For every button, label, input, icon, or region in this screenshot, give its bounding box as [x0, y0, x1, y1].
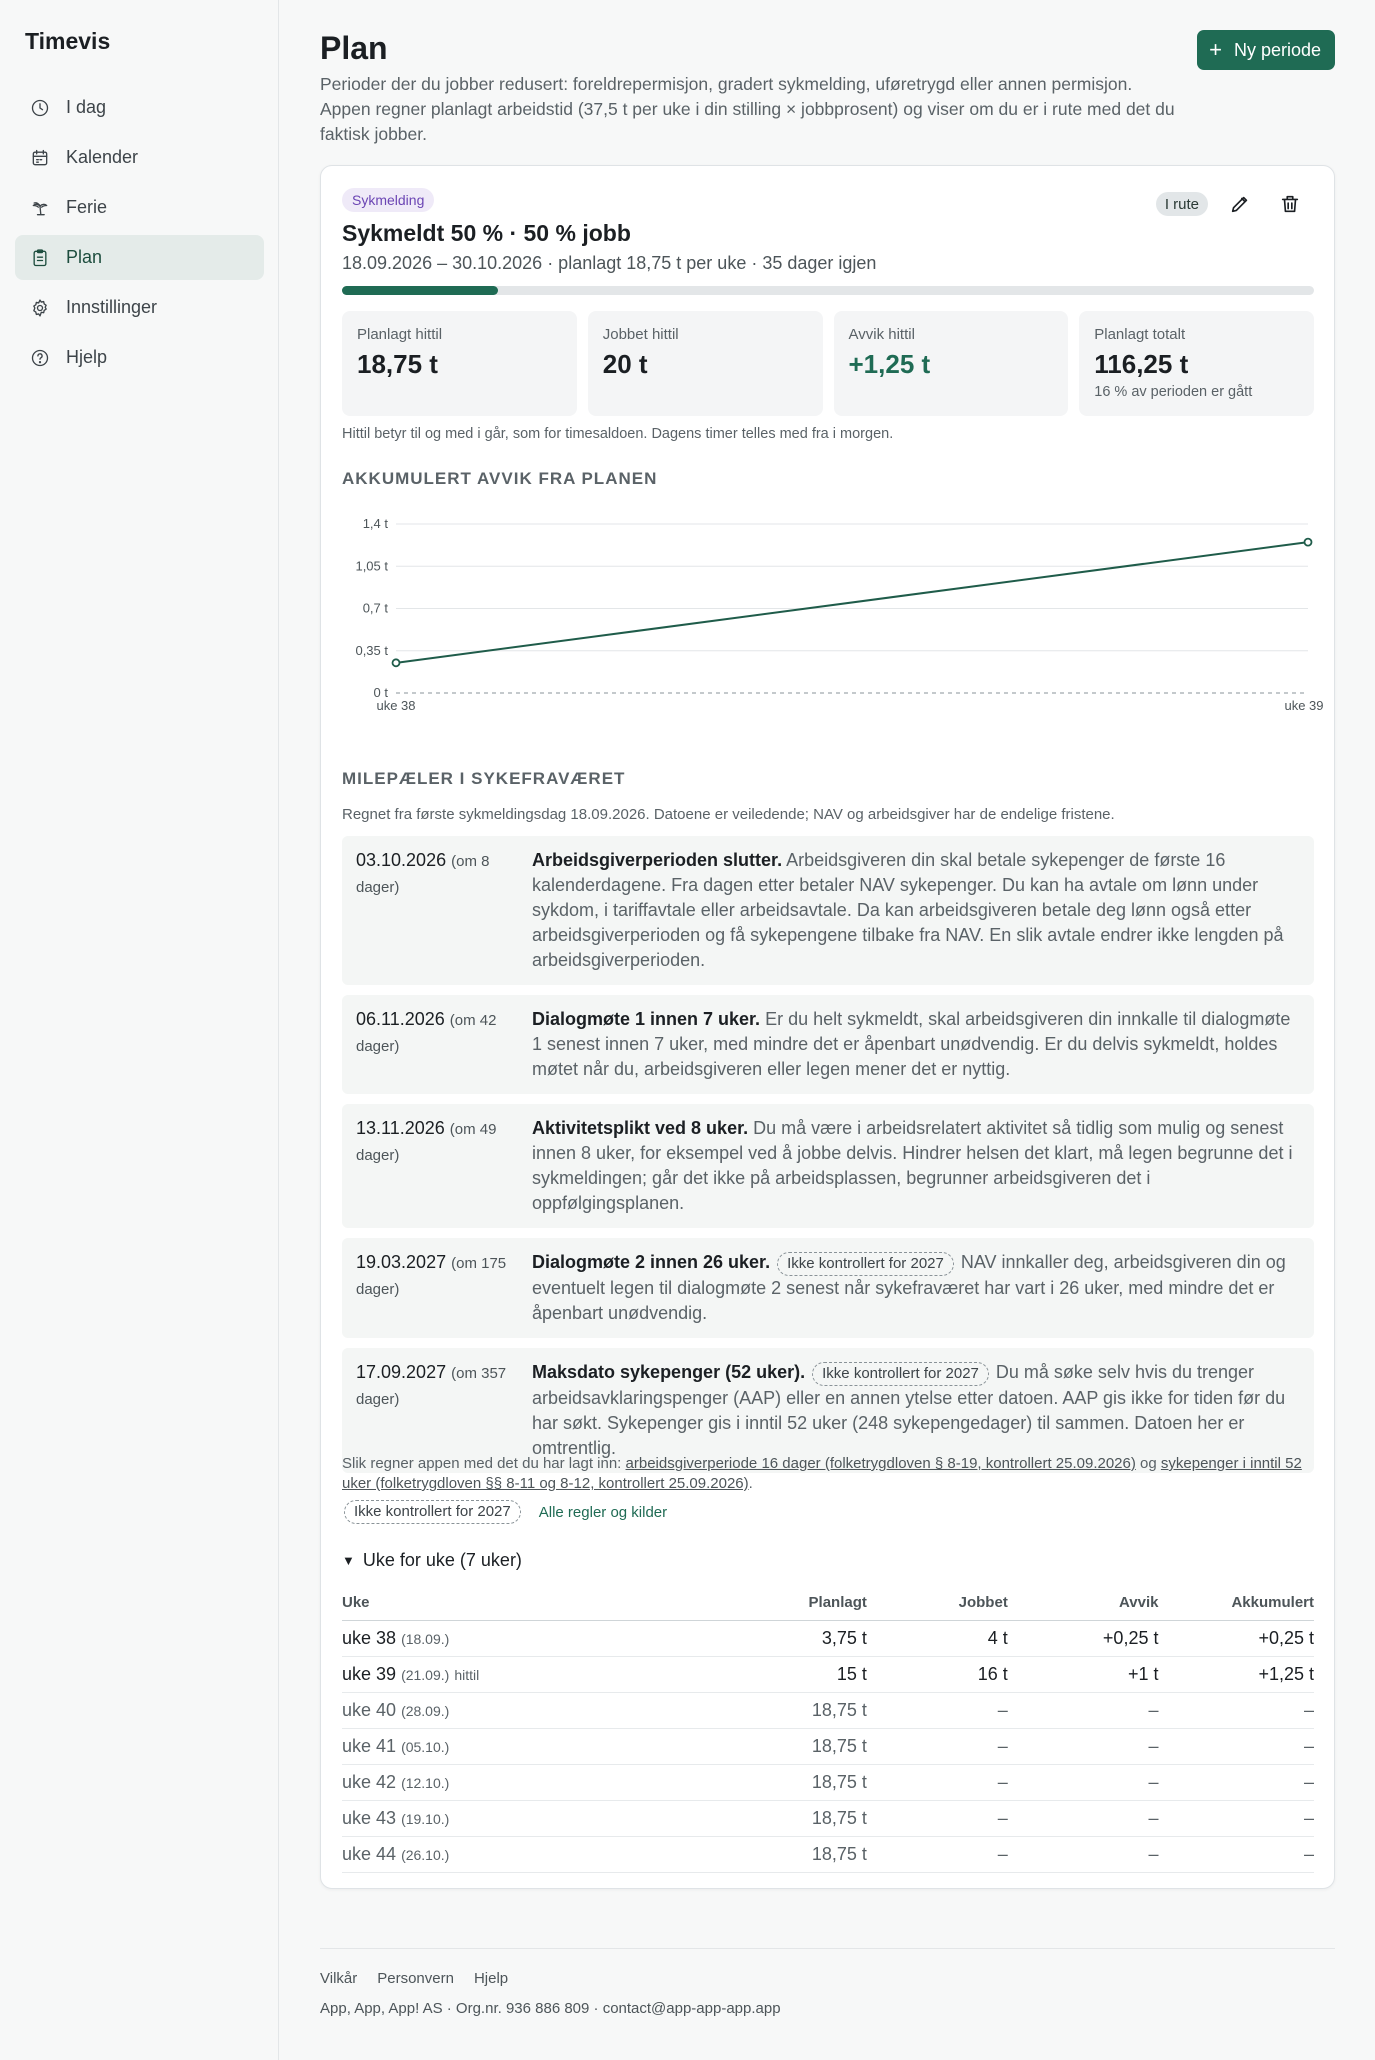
help-circle-icon: [30, 348, 50, 368]
app-logo[interactable]: Timevis: [25, 28, 111, 54]
cell-accumulated: –: [1158, 1764, 1314, 1800]
milestone-title: Aktivitetsplikt ved 8 uker.: [532, 1118, 749, 1138]
weeks-toggle[interactable]: [342, 1550, 522, 1571]
sidebar-item-plan[interactable]: [15, 235, 264, 280]
cell-planned: 18,75 t: [731, 1764, 867, 1800]
stat-value: 18,75 t: [357, 349, 438, 379]
table-row: [342, 1620, 1314, 1656]
period-subtitle: 18.09.2026 – 30.10.2026 · planlagt 18,75 t per uke · 35 dager igjen: [342, 253, 877, 273]
table-row: [342, 1800, 1314, 1836]
data-point: [393, 659, 400, 666]
weeks-summary: Uke for uke (7 uker): [362, 1550, 522, 1570]
deviation-chart: [342, 506, 1324, 746]
table-header-row: [342, 1586, 1314, 1620]
period-type-pill: Sykmelding: [342, 188, 434, 212]
cell-week: [342, 1764, 731, 1800]
edit-button[interactable]: [1226, 190, 1254, 218]
week-date: (28.09.): [401, 1702, 450, 1719]
col-worked: Jobbet: [867, 1586, 1008, 1620]
stats-row: [342, 311, 1314, 416]
stat-value: +1,25 t: [848, 349, 931, 379]
unverified-badge: Ikke kontrollert for 2027: [812, 1362, 989, 1386]
milestone-date: 13.11.2026: [356, 1118, 445, 1138]
y-tick-label: 0 t: [373, 685, 388, 700]
week-date: (26.10.): [401, 1846, 450, 1863]
milestone-text-block: [532, 1360, 1300, 1461]
stat-label: Jobbet hittil: [602, 326, 679, 343]
page-title: Plan: [320, 30, 388, 66]
week-label: uke 44: [342, 1843, 397, 1864]
milestone-date-block: [356, 1360, 532, 1461]
rule-link-employer-period[interactable]: arbeidsgiverperiode 16 dager (folketrygdloven § 8-19, kontrollert 25.09.2026): [625, 1455, 1136, 1472]
deviation-chart-svg: [342, 506, 1324, 746]
stat-value: 20 t: [602, 349, 648, 379]
weeks-table: [342, 1586, 1314, 1873]
cell-week: [342, 1836, 731, 1872]
week-date: (18.09.): [401, 1630, 450, 1647]
status-badge: I rute: [1156, 192, 1208, 216]
milestone-countdown: (om 42 dager): [356, 1012, 497, 1055]
cell-planned: 15 t: [731, 1656, 867, 1692]
cell-deviation: –: [1008, 1728, 1159, 1764]
cell-week: [342, 1692, 731, 1728]
cell-week: [342, 1800, 731, 1836]
milestone-date: 03.10.2026: [356, 850, 447, 870]
chart-heading: AKKUMULERT AVVIK FRA PLANEN: [342, 469, 658, 488]
calendar-icon: [30, 148, 50, 168]
milestone-title: Dialogmøte 2 innen 26 uker.: [532, 1252, 771, 1272]
week-label: uke 40: [342, 1699, 397, 1720]
all-rules-link[interactable]: Alle regler og kilder: [538, 1503, 668, 1521]
period-progress-bar: [342, 286, 1314, 295]
milestones-intro: Regnet fra første sykmeldingsdag 18.09.2026. Datoene er veiledende; NAV og arbeidsgiver har de endelige fristene.: [342, 806, 1115, 823]
x-tick-label: uke 38: [376, 698, 416, 713]
sidebar-item-hjelp[interactable]: [15, 335, 264, 380]
cell-planned: 3,75 t: [731, 1620, 867, 1656]
milestone-countdown: (om 49 dager): [356, 1121, 497, 1164]
table-row: [342, 1656, 1314, 1692]
rule-link-sick-pay[interactable]: sykepenger i inntil 52 uker (folketrygdloven §§ 8-11 og 8-12, kontrollert 25.09.2026): [342, 1455, 1302, 1492]
sidebar-item-label: Innstillinger: [66, 297, 158, 317]
stat-worked-so-far: [588, 311, 823, 416]
series-line: [396, 542, 1308, 663]
milestone-text-block: [532, 1250, 1300, 1326]
y-tick-label: 1,4 t: [362, 516, 388, 531]
stat-note: 16 % av perioden er gått: [1094, 384, 1253, 400]
clock-icon: [30, 98, 50, 118]
cell-planned: 18,75 t: [731, 1692, 867, 1728]
sidebar-item-label: Kalender: [66, 147, 139, 167]
milestone-title: Arbeidsgiverperioden slutter.: [532, 850, 783, 870]
table-row: [342, 1764, 1314, 1800]
week-label: uke 42: [342, 1771, 397, 1792]
cell-deviation: +0,25 t: [1008, 1620, 1159, 1656]
triangle-down-icon: ▼: [342, 1553, 355, 1568]
sidebar-item-kalender[interactable]: [15, 135, 264, 180]
milestone-item: [342, 1238, 1314, 1338]
col-week: Uke: [342, 1586, 731, 1620]
sidebar-item-label: Plan: [66, 247, 103, 267]
palm-tree-icon: [30, 198, 50, 218]
milestone-text-block: [532, 1007, 1300, 1082]
y-tick-label: 0,35 t: [355, 642, 388, 658]
cell-worked: –: [867, 1692, 1008, 1728]
table-row: [342, 1692, 1314, 1728]
table-row: [342, 1836, 1314, 1872]
period-title: Sykmeldt 50 % · 50 % jobb: [342, 220, 631, 246]
sidebar-item-label: I dag: [66, 97, 107, 117]
sidebar-nav: [15, 85, 264, 385]
milestone-date-block: [356, 1116, 532, 1216]
cell-planned: 18,75 t: [731, 1836, 867, 1872]
delete-button[interactable]: [1276, 190, 1304, 218]
week-label: uke 38: [342, 1627, 397, 1648]
week-date: (05.10.): [401, 1738, 450, 1755]
plus-icon: +: [1209, 37, 1222, 62]
cell-worked: 4 t: [867, 1620, 1008, 1656]
cell-worked: –: [867, 1728, 1008, 1764]
new-period-label: Ny periode: [1233, 39, 1321, 60]
new-period-button[interactable]: [1197, 30, 1335, 70]
cell-planned: 18,75 t: [731, 1800, 867, 1836]
stat-deviation-so-far: [834, 311, 1069, 416]
cell-accumulated: +0,25 t: [1158, 1620, 1314, 1656]
milestone-text-block: [532, 848, 1300, 973]
week-label: uke 39: [342, 1663, 397, 1684]
week-date: (21.09.): [401, 1666, 450, 1683]
sidebar-item-i-dag[interactable]: [15, 85, 264, 130]
unverified-badge: Ikke kontrollert for 2027: [344, 1500, 521, 1524]
milestone-countdown: (om 175 dager): [356, 1255, 507, 1298]
cell-deviation: –: [1008, 1836, 1159, 1872]
milestone-countdown: (om 8 dager): [356, 853, 490, 896]
data-point: [1305, 539, 1312, 546]
week-note: hittil: [454, 1666, 480, 1683]
footer-link-privacy[interactable]: Personvern: [377, 1970, 454, 1987]
cell-accumulated: –: [1158, 1836, 1314, 1872]
cell-worked: –: [867, 1800, 1008, 1836]
rules-and: og: [1140, 1455, 1157, 1472]
milestone-date: 19.03.2027: [356, 1252, 447, 1272]
table-row: [342, 1728, 1314, 1764]
footer-divider: [320, 1948, 1335, 1949]
stat-planned-total: [1079, 311, 1314, 416]
milestone-date: 17.09.2027: [356, 1362, 447, 1382]
cell-accumulated: –: [1158, 1728, 1314, 1764]
sidebar-item-label: Ferie: [66, 197, 108, 217]
cell-deviation: –: [1008, 1692, 1159, 1728]
col-accumulated: Akkumulert: [1158, 1586, 1314, 1620]
milestone-description: Du må være i arbeidsrelatert aktivitet så tidlig som mulig og senest innen 8 uker, for eksempel ved å jobbe delvis. Hindrer helsen det klart, må legen begrunne det i sykmeldingen; går det ikke på arbeidsplassen, begrunner arbeidsgiveren det i oppfølgingsplanen.: [532, 1118, 1293, 1213]
cell-worked: –: [867, 1764, 1008, 1800]
period-card: [320, 165, 1335, 1889]
rules-actions: [342, 1500, 667, 1524]
footer-links: [320, 1970, 508, 1987]
sidebar-item-innstillinger[interactable]: [15, 285, 264, 330]
stat-planned-so-far: [342, 311, 577, 416]
footer-link-terms[interactable]: Vilkår: [320, 1970, 358, 1987]
milestone-item: [342, 836, 1314, 985]
page-intro: Perioder der du jobber redusert: foreldrepermisjon, gradert sykmelding, uføretrygd eller annen permisjon. Appen regner planlagt arbeidstid (37,5 t per uke i din stilling × jobbprosent) og viser om du er i rute med det du faktisk jobber.: [320, 74, 1175, 144]
milestone-text-block: [532, 1116, 1300, 1216]
stat-label: Planlagt hittil: [357, 326, 443, 343]
y-tick-label: 1,05 t: [355, 558, 388, 574]
milestone-description: Er du helt sykmeldt, skal arbeidsgiveren din innkalle til dialogmøte 1 senest innen 7 uker, med mindre det er åpenbart unødvendig. Er du delvis sykmeldt, holdes møtet når du, arbeidsgiveren eller legen mener det er nyttig.: [532, 1009, 1291, 1079]
stat-label: Avvik hittil: [848, 326, 915, 343]
cell-worked: 16 t: [867, 1656, 1008, 1692]
footer-company: App, App, App! AS · Org.nr. 936 886 809 · contact@app-app-app.app: [320, 2000, 781, 2017]
milestone-date: 06.11.2026: [356, 1009, 445, 1029]
milestone-list: [342, 836, 1314, 1483]
week-label: uke 41: [342, 1735, 397, 1756]
clipboard-icon: [30, 248, 50, 268]
col-planned: Planlagt: [731, 1586, 867, 1620]
milestone-countdown: (om 357 dager): [356, 1365, 507, 1408]
col-deviation: Avvik: [1008, 1586, 1159, 1620]
x-tick-label: uke 39: [1284, 698, 1324, 713]
milestone-date-block: [356, 1250, 532, 1326]
milestone-description: NAV innkaller deg, arbeidsgiveren din og eventuelt legen til dialogmøte 2 senest når sykefraværet har vart i 26 uker, med mindre det er åpenbart unødvendig.: [532, 1252, 1286, 1323]
y-tick-label: 0,7 t: [362, 600, 388, 616]
trash-icon: [1279, 193, 1301, 215]
cell-accumulated: –: [1158, 1800, 1314, 1836]
sidebar-item-label: Hjelp: [66, 347, 108, 367]
hint-text: Hittil betyr til og med i går, som for timesaldoen. Dagens timer telles med fra i morgen.: [342, 426, 894, 442]
cell-week: [342, 1656, 731, 1692]
rules-note: [342, 1454, 1314, 1494]
rules-suffix: .: [748, 1475, 753, 1492]
milestone-date-block: [356, 1007, 532, 1082]
cell-deviation: –: [1008, 1800, 1159, 1836]
milestone-title: Maksdato sykepenger (52 uker).: [532, 1362, 806, 1382]
stat-label: Planlagt totalt: [1094, 326, 1186, 343]
milestone-date-block: [356, 848, 532, 973]
cell-deviation: +1 t: [1008, 1656, 1159, 1692]
cell-week: [342, 1620, 731, 1656]
sidebar: [0, 0, 279, 2060]
milestones-heading: MILEPÆLER I SYKEFRAVÆRET: [342, 769, 626, 788]
milestone-title: Dialogmøte 1 innen 7 uker.: [532, 1009, 761, 1029]
cell-planned: 18,75 t: [731, 1728, 867, 1764]
unverified-badge: Ikke kontrollert for 2027: [777, 1252, 954, 1276]
cell-week: [342, 1728, 731, 1764]
milestone-description: Du må søke selv hvis du trenger arbeidsavklaringspenger (AAP) eller en annen ytelse etter datoen. AAP gis ikke for tiden før du har søkt. Sykepenger gis i inntil 52 uker (248 sykepengedager) til sammen. Datoen her er omtrentlig.: [532, 1362, 1286, 1458]
gear-icon: [30, 298, 50, 318]
milestone-item: [342, 1104, 1314, 1228]
period-progress-fill: [342, 286, 498, 295]
pencil-icon: [1229, 193, 1251, 215]
stat-value: 116,25 t: [1094, 349, 1189, 379]
cell-deviation: –: [1008, 1764, 1159, 1800]
week-date: (19.10.): [401, 1810, 450, 1827]
footer-link-help[interactable]: Hjelp: [473, 1970, 509, 1987]
cell-worked: –: [867, 1836, 1008, 1872]
week-label: uke 43: [342, 1807, 397, 1828]
cell-accumulated: +1,25 t: [1158, 1656, 1314, 1692]
cell-accumulated: –: [1158, 1692, 1314, 1728]
milestone-description: Arbeidsgiveren din skal betale sykepenger de første 16 kalenderdagene. Fra dagen etter betaler NAV sykepenger. Du kan ha avtale om lønn under sykdom, i tariffavtale eller arbeidsavtale. Da kan arbeidsgiveren betale deg lønn også etter arbeidsgiverperioden og få sykepengene tilbake fra NAV. En slik avtale endrer ikke lengden på arbeidsgiverperioden.: [532, 850, 1284, 970]
week-date: (12.10.): [401, 1774, 450, 1791]
sidebar-item-ferie[interactable]: [15, 185, 264, 230]
rules-prefix: Slik regner appen med det du har lagt inn:: [342, 1455, 622, 1472]
milestone-item: [342, 995, 1314, 1094]
